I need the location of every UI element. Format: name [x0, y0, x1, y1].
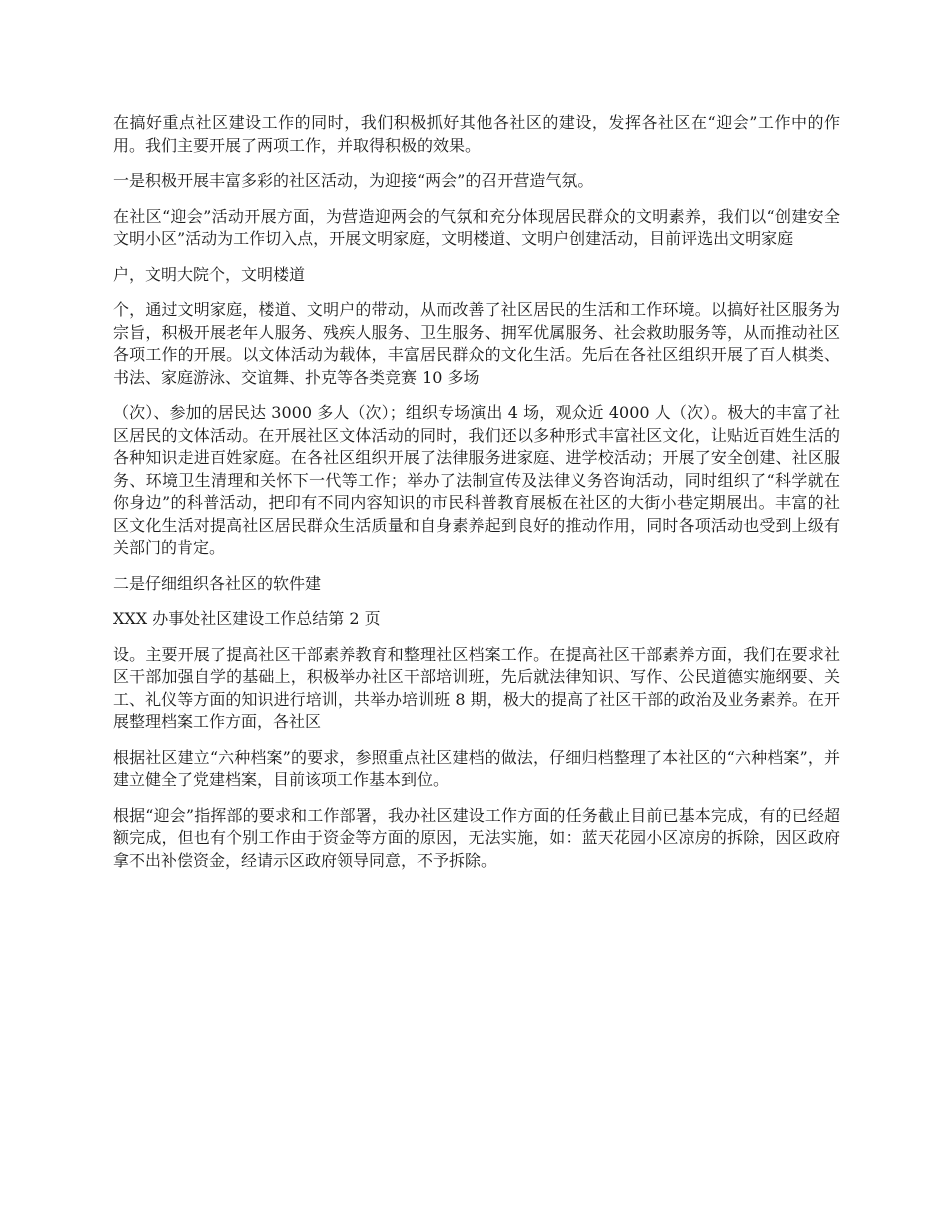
paragraph-community-activities: 在社区“迎会”活动开展方面，为营造迎两会的气氛和充分体现居民群众的文明素养，我们以“创建安全文明小区”活动为工作切入点，开展文明家庭，文明楼道、文明户创建活动，目前评选出文明家庭: [113, 206, 840, 248]
paragraph-intro: 在搞好重点社区建设工作的同时，我们积极抓好其他各社区的建设，发挥各社区在“迎会”工作中的作用。我们主要开展了两项工作，并取得积极的效果。: [113, 113, 840, 155]
paragraph-cultural-events: （次）、参加的居民达 3000 多人（次）；组织专场演出 4 场，观众近 4000 人（次）。极大的丰富了社区居民的文体活动。在开展社区文体活动的同时，我们还以多种形式丰富社区文化，让贴近百姓生活的各种知识走进百姓家庭。在各社区组织开展了法律服务进家庭、进学校活动；开展了安全创建、社区服务、环境卫生清理和关怀下一代等工作；举办了法制宣传及法律义务咨询活动，同时组织了“科学就在你身边”的科普活动，把印有不同内容知识的市民科普教育展板在社区的大街小巷定期展出。丰富的社区文化生活对提高社区居民群众生活质量和自身素养起到良好的推动作用，同时各项活动也受到上级有关部门的肯定。: [113, 403, 840, 557]
paragraph-conclusion: 根据“迎会”指挥部的要求和工作部署，我办社区建设工作方面的任务截止目前已基本完成，有的已经超额完成，但也有个别工作由于资金等方面的原因，无法实施，如：蓝天花园小区凉房的拆除，因区政府拿不出补偿资金，经请示区政府领导同意，不予拆除。: [113, 805, 840, 870]
paragraph-fragment-households: 户，文明大院个，文明楼道: [113, 264, 306, 284]
page-header-title: XXX 办事处社区建设工作总结第 2 页: [113, 609, 381, 628]
document-page: [113, 112, 840, 885]
paragraph-section-two-heading: 二是仔细组织各社区的软件建: [113, 573, 322, 593]
paragraph-archives: 根据社区建立“六种档案”的要求，参照重点社区建档的做法，仔细归档整理了本社区的“六种档案”，并建立健全了党建档案，目前该项工作基本到位。: [113, 747, 840, 789]
paragraph-cadre-training: 设。主要开展了提高社区干部素养教育和整理社区档案工作。在提高社区干部素养方面，我们在要求社区干部加强自学的基础上，积极举办社区干部培训班，先后就法律知识、写作、公民道德实施纲要、关工、礼仪等方面的知识进行培训，共举办培训班 8 期，极大的提高了社区干部的政治及业务素养。在开展整理档案工作方面，各社区: [113, 644, 840, 731]
paragraph-community-services: 个，通过文明家庭，楼道、文明户的带动，从而改善了社区居民的生活和工作环境。以搞好社区服务为宗旨，积极开展老年人服务、残疾人服务、卫生服务、拥军优属服务、社会救助服务等，从而推动社区各项工作的开展。以文体活动为载体，丰富居民群众的文化生活。先后在各社区组织开展了百人棋类、书法、家庭游泳、交谊舞、扑克等各类竞赛 10 多场: [113, 300, 840, 387]
paragraph-section-one-heading: 一是积极开展丰富多彩的社区活动，为迎接“两会”的召开营造气氛。: [113, 171, 594, 190]
